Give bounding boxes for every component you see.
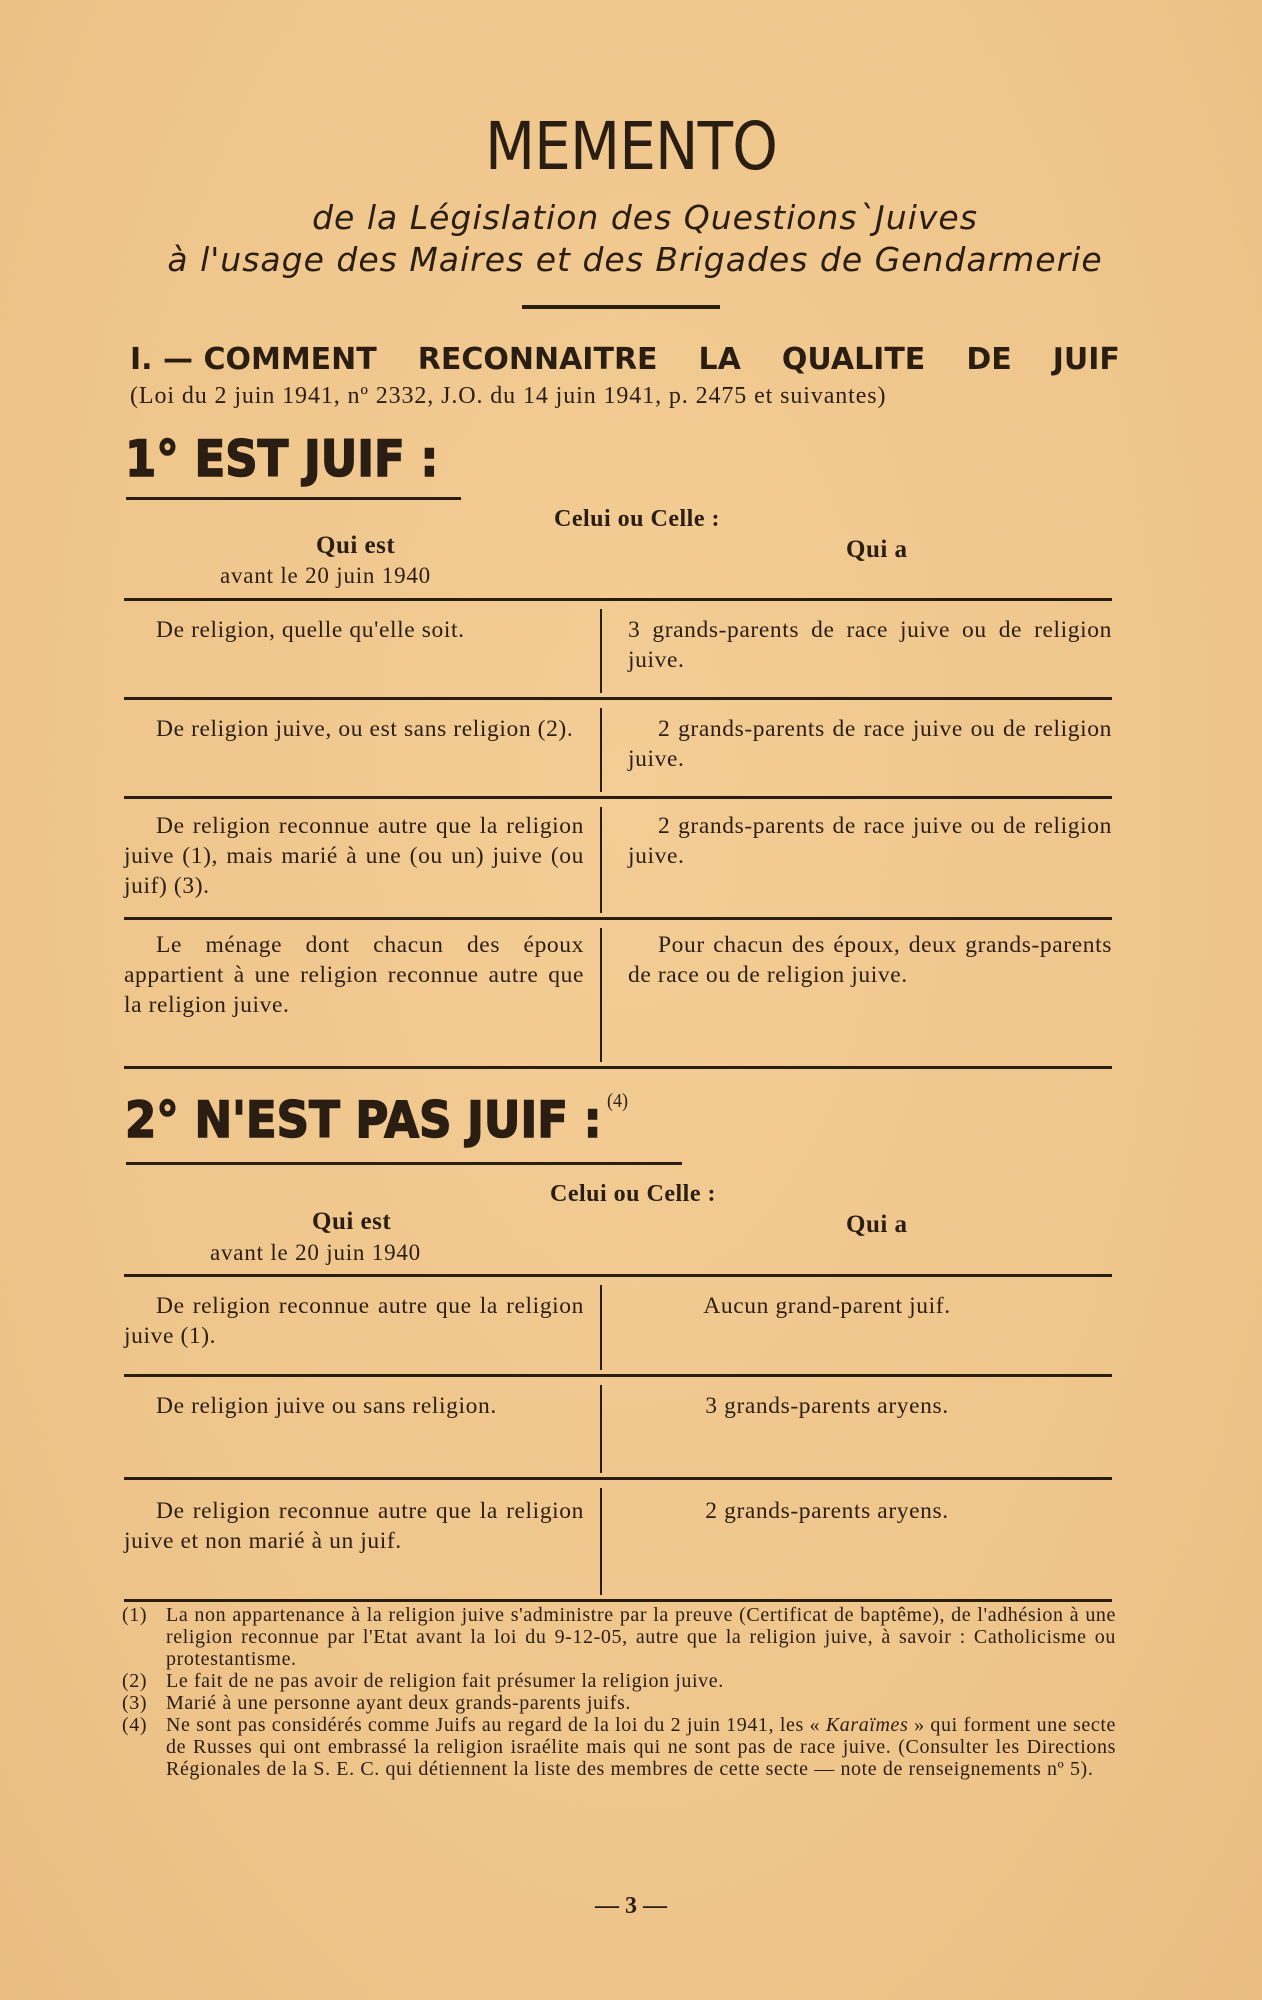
nest-pas-juif-heading-text: 2° N'EST PAS JUIF : [125,1091,602,1149]
footnote-number: (2) [122,1670,148,1692]
qui-a-cell: 2 grands-parents de race juive ou de religion juive. [600,807,1112,913]
footnote-2 [122,1670,1116,1692]
footnotes [122,1604,1116,1780]
nest-pas-juif-col-right-header: Qui a [846,1211,908,1238]
footnote-number: (3) [122,1692,148,1714]
qui-est-cell: De religion reconnue autre que la religion juive (1). [124,1293,584,1349]
qui-a-cell: 2 grands-parents de race juive ou de religion juive. [600,708,1112,792]
qui-est-cell: De religion juive, ou est sans religion (2). [156,716,574,742]
qui-est-cell: Le ménage dont chacun des époux appartient à une religion reconnue autre que la religion juive. [124,932,584,1018]
title-divider [522,305,720,309]
footnote-text: Le fait de ne pas avoir de religion fait présumer la religion juive. [166,1670,724,1692]
footnote-number: (1) [122,1604,148,1626]
est-juif-col-left-subheader: avant le 20 juin 1940 [220,563,431,588]
est-juif-heading-text: 1° EST JUIF : [125,430,439,488]
nest-pas-juif-heading [125,1090,628,1149]
est-juif-heading [125,430,438,488]
table-row [124,598,1112,697]
footnote-text [166,1714,1116,1780]
footnote-text-part: Ne sont pas considérés comme Juifs au regard de la loi du 2 juin 1941, les « [166,1714,826,1736]
section-heading-word: QUALITE [781,342,926,377]
document-title: MEMENTO [484,108,778,185]
section-heading-word: DE [966,342,1012,377]
document-subtitle-line-1: de la Législation des Questions`Juives [312,198,978,237]
section-heading-word: RECONNAITRE [417,342,658,377]
footnote-ref-4: (4) [607,1090,629,1112]
nest-pas-juif-col-left-header: Qui est [312,1208,392,1235]
qui-a-cell: Aucun grand-parent juif. [600,1285,1112,1370]
qui-a-cell: 2 grands-parents aryens. [600,1488,1112,1595]
est-juif-col-right-header: Qui a [846,536,908,563]
nest-pas-juif-table [124,1274,1112,1602]
est-juif-col-left-header: Qui est [316,532,396,559]
est-juif-heading-underline [126,497,461,500]
law-reference: (Loi du 2 juin 1941, nº 2332, J.O. du 14 juin 1941, p. 2475 et suivantes) [130,383,887,409]
footnote-text: Marié à une personne ayant deux grands-parents juifs. [166,1692,631,1714]
qui-est-cell: De religion, quelle qu'elle soit. [156,617,465,643]
nest-pas-juif-heading-underline [126,1162,682,1165]
nest-pas-juif-col-left-subheader: avant le 20 juin 1940 [210,1240,421,1265]
qui-est-cell: De religion juive ou sans religion. [156,1393,497,1419]
footnote-number: (4) [122,1714,148,1736]
qui-est-cell: De religion reconnue autre que la religion juive et non marié à un juif. [124,1498,584,1554]
footnote-karaimes-term: Karaïmes [825,1714,909,1736]
document-subtitle-line-2: à l'usage des Maires et des Brigades de Gendarmerie [167,240,1103,279]
table-row [124,697,1112,796]
qui-a-cell: 3 grands-parents de race juive ou de religion juive. [600,609,1112,693]
table-row [124,796,1112,917]
section-heading [130,342,1120,377]
qui-a-cell: 3 grands-parents aryens. [600,1385,1112,1473]
table-row [124,917,1112,1069]
nest-pas-juif-celui-ou-celle: Celui ou Celle : [550,1181,716,1207]
table-row [124,1274,1112,1374]
section-heading-word: I. — COMMENT [130,342,377,377]
qui-a-cell: Pour chacun des époux, deux grands-parents de race ou de religion juive. [600,928,1112,1062]
footnote-4 [122,1714,1116,1780]
footnote-3 [122,1692,1116,1714]
est-juif-celui-ou-celle: Celui ou Celle : [554,506,720,532]
table-row [124,1374,1112,1477]
qui-est-cell: De religion reconnue autre que la religion juive (1), mais marié à une (ou un) juive (ou juif) (3). [124,813,584,899]
footnote-text: La non appartenance à la religion juive s'administre par la preuve (Certificat de baptême), de l'adhésion à une religion reconnue par l'Etat avant la loi du 9-12-05, autre que la religion juive, à savoir : Catholicisme ou protestantisme. [166,1604,1116,1670]
section-heading-word: JUIF [1052,342,1120,377]
page-number: — 3 — [595,1893,667,1919]
footnote-1 [122,1604,1116,1670]
est-juif-table [124,598,1112,1069]
footnote-text-part: » qui forment une secte de Russes qui ont embrassé la religion israélite mais qui ne sont pas de race juive. (Consulter les Directions Régionales de la S. E. C. qui détiennent la liste des membres de cette secte — note de renseignements nº 5). [166,1714,1116,1780]
table-row [124,1477,1112,1602]
section-heading-word: LA [698,342,741,377]
